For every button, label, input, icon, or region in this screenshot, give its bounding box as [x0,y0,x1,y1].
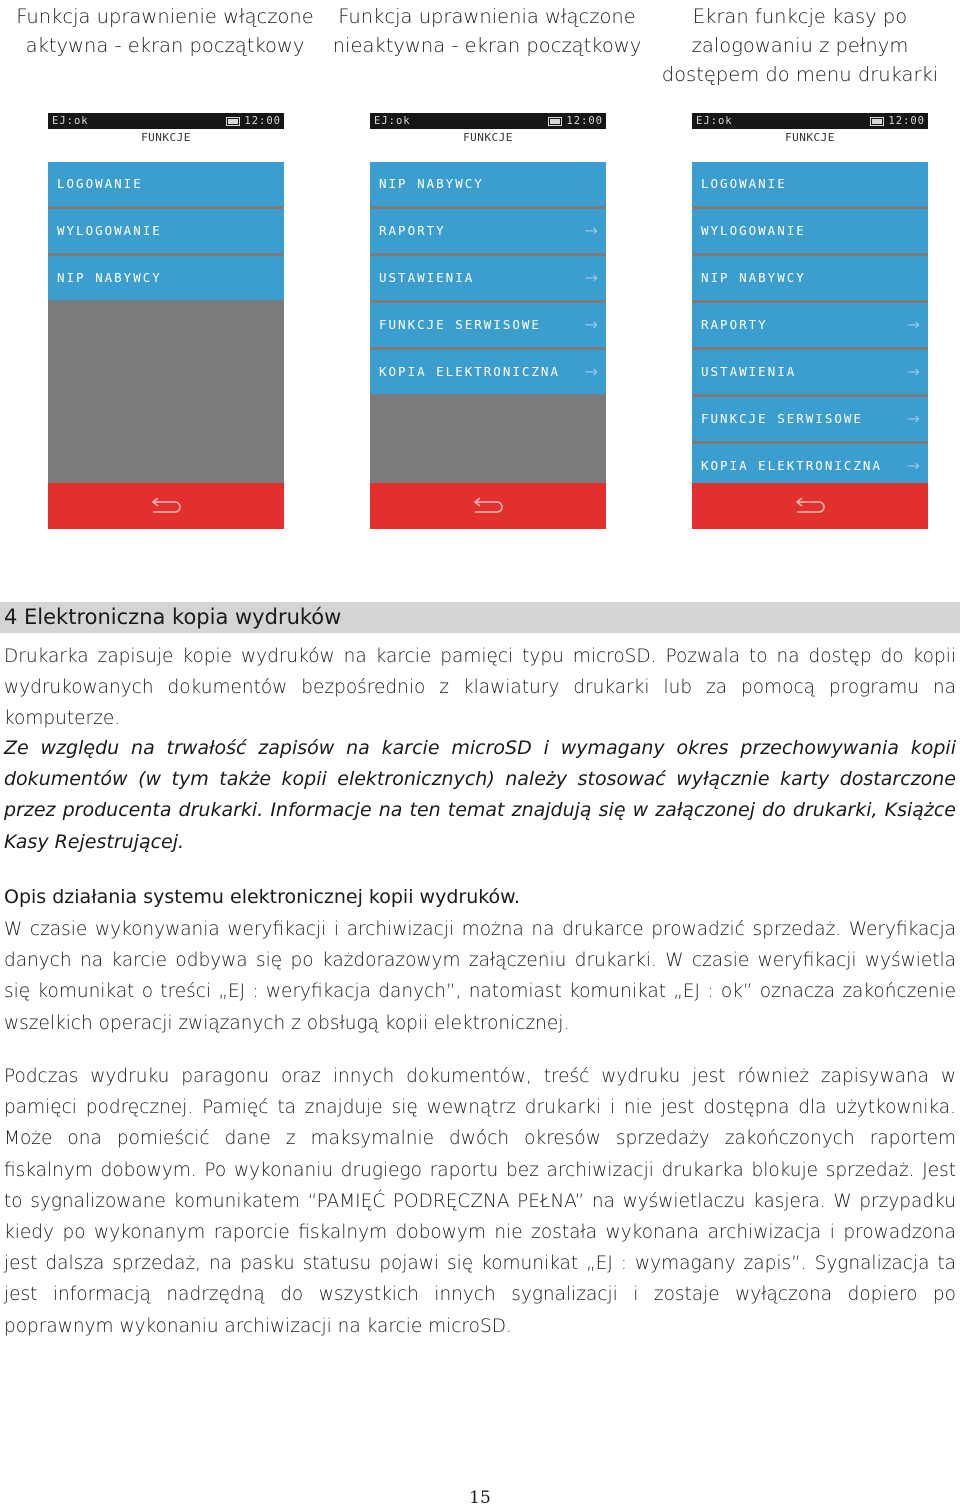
menu-item-label: WYLOGOWANIE [701,223,806,238]
arrow-right-icon: → [906,362,920,381]
menu-item-logowanie[interactable] [692,162,928,206]
ej-status: EJ:ok [52,115,89,127]
device-screen-2 [370,113,606,529]
menu-item-funkcje-serwisowe[interactable] [370,303,606,347]
return-arrow-icon [149,496,183,516]
menu-item-label: LOGOWANIE [57,176,143,191]
menu-item-raporty[interactable] [370,209,606,253]
menu-item-label: NIP NABYWCY [379,176,484,191]
clock: 12:00 [888,115,925,127]
menu-item-label: NIP NABYWCY [57,270,162,285]
menu-item-raporty[interactable] [692,303,928,347]
menu-item-ustawienia[interactable] [692,350,928,394]
caption-screen-2 [327,2,647,60]
menu-item-label: FUNKCJE SERWISOWE [701,411,863,426]
clock: 12:00 [566,115,603,127]
return-arrow-icon [793,496,827,516]
function-menu [48,162,284,300]
menu-item-wylogowanie[interactable] [692,209,928,253]
back-button[interactable] [692,483,928,529]
battery-icon [870,117,884,126]
menu-item-label: USTAWIENIA [701,364,797,379]
paragraph-intro: Drukarka zapisuje kopie wydruków na karcie pamięci typu microSD. Pozwala to na dostęp do kopii wydrukowanych dokumentów bezpośrednio z klawiatury drukarki lub za pomocą programu na komputerze. [4,646,956,730]
menu-item-label: RAPORTY [701,317,768,332]
caption-line: zalogowaniu z pełnym [691,34,909,57]
screen-title: FUNKCJE [48,129,284,162]
device-screen-3 [692,113,928,529]
caption-line: Ekran funkcje kasy po [692,5,908,28]
menu-item-label: KOPIA ELEKTRONICZNA [379,364,560,379]
function-menu [370,162,606,394]
back-button[interactable] [370,483,606,529]
back-button[interactable] [48,483,284,529]
menu-item-label: LOGOWANIE [701,176,787,191]
section-heading [0,602,960,633]
status-bar [370,113,606,129]
menu-item-funkcje-serwisowe[interactable] [692,397,928,441]
subheading-system-description: Opis działania systemu elektronicznej kopii wydruków. [4,886,521,908]
status-bar [48,113,284,129]
caption-line: Funkcja uprawnienia włączone [338,5,636,28]
menu-item-nip-nabywcy[interactable] [692,256,928,300]
menu-item-kopia-elektroniczna[interactable] [370,350,606,394]
caption-line: dostępem do menu drukarki [661,63,939,86]
paragraph-memory: Podczas wydruku paragonu oraz innych dokumentów, treść wydruku jest również zapisywana w pamięci podręcznej. Pamięć ta znajduje się wewnątrz drukarki i nie jest dostępna dla użytkownika. Może ona pomieścić dane z maksymalnie dwóch okresów sprzedaży zakończonych raportem fiskalnym dobowym. Po wykonaniu drugiego raportu bez archiwizacji drukarka blokuje sprzedaż. Jest to sygnalizowane komunikatem “PAMIĘĆ PODRĘCZNA PEŁNA” na wyświetlaczu kasjera. W przypadku kiedy po wykonanym raporcie fiskalnym dobowym nie została wykonana archiwizacja i prowadzona jest dalsza sprzedaż, na pasku statusu pojawi się komunikat „EJ : wymagany zapis”. Sygnalizacja ta jest informacją nadrzędną do wszystkich innych sygnalizacji i zostaje wyłączona dopiero po poprawnym wykonaniu archiwizacji na karcie microSD. [4,1066,956,1337]
battery-icon [548,117,562,126]
menu-item-logowanie[interactable] [48,162,284,206]
menu-item-label: FUNKCJE SERWISOWE [379,317,541,332]
page-number: 15 [469,1488,491,1508]
menu-item-label: WYLOGOWANIE [57,223,162,238]
device-screen-1 [48,113,284,529]
caption-line: Funkcja uprawnienie włączone [16,5,314,28]
arrow-right-icon: → [584,362,598,381]
ej-status: EJ:ok [374,115,411,127]
caption-line: nieaktywna - ekran początkowy [332,34,642,57]
screen-title: FUNKCJE [370,129,606,162]
menu-item-label: KOPIA ELEKTRONICZNA [701,458,882,473]
screen-title: FUNKCJE [692,129,928,162]
menu-item-label: USTAWIENIA [379,270,475,285]
arrow-right-icon: → [906,315,920,334]
menu-item-label: RAPORTY [379,223,446,238]
paragraph-verification: W czasie wykonywania weryfikacji i archiwizacji można na drukarce prowadzić sprzedaż. Weryfikacja danych na karcie odbywa się po każdorazowym załączeniu drukarki. W czasie weryfikacji wyświetla się komunikat o treści „EJ : weryfikacja danych”, natomiast komunikat „EJ : ok” oznacza zakończenie wszelkich operacji związanych z obsługą kopii elektronicznej. [4,919,956,1034]
arrow-right-icon: → [584,315,598,334]
paragraph-warning: Ze względu na trwałość zapisów na karcie microSD i wymagany okres przechowywania kopii dokumentów (w tym także kopii elektronicznych) należy stosować wyłącznie karty dostarczone przez producenta drukarki. Informacje na ten temat znajdują się w załączonej do drukarki, Książce Kasy Rejestrującej. [4,737,956,853]
section-title: 4 Elektroniczna kopia wydruków [4,605,342,629]
menu-item-wylogowanie[interactable] [48,209,284,253]
menu-item-nip-nabywcy[interactable] [370,162,606,206]
arrow-right-icon: → [906,456,920,475]
caption-screen-1 [5,2,325,60]
status-bar [692,113,928,129]
caption-line: aktywna - ekran początkowy [25,34,305,57]
battery-icon [226,117,240,126]
ej-status: EJ:ok [696,115,733,127]
menu-item-label: NIP NABYWCY [701,270,806,285]
return-arrow-icon [471,496,505,516]
clock: 12:00 [244,115,281,127]
arrow-right-icon: → [584,221,598,240]
function-menu [692,162,928,488]
menu-item-kopia-elektroniczna[interactable] [692,444,928,488]
menu-item-ustawienia[interactable] [370,256,606,300]
caption-screen-3 [650,2,950,89]
arrow-right-icon: → [584,268,598,287]
arrow-right-icon: → [906,409,920,428]
menu-item-nip-nabywcy[interactable] [48,256,284,300]
